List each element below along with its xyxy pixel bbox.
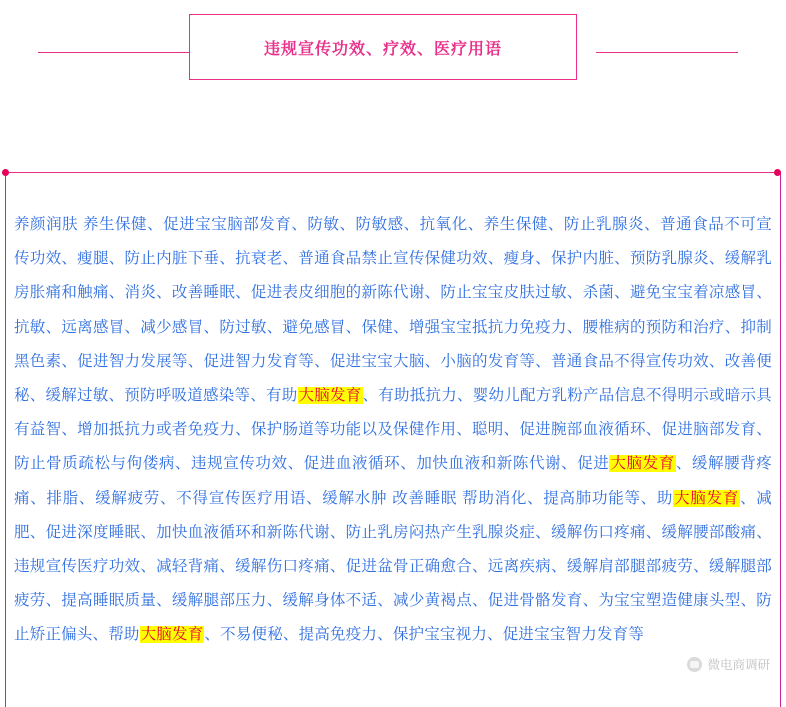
- document-body-text: [14, 208, 772, 653]
- text-run: 、有助抵抗力、婴幼儿配方乳粉产品信息不得明示或暗示具有益智、增加抵抗力或者免疫力、保护肠道等功能以及保健作用、聪明、促进腕部血液循环、促进脑部发育、防止骨质疏松与佝偻病、违规宣传功效、促进血液循环、加快血液和新陈代谢、促进: [14, 387, 772, 473]
- header-rule-right: [596, 52, 738, 53]
- watermark-logo-icon: [687, 657, 702, 672]
- header-banner: [0, 0, 786, 92]
- text-run: 养颜润肤 养生保健、促进宝宝脑部发育、防敏、防敏感、抗氧化、养生保健、防止乳腺炎、普通食品不可宣传功效、瘦腿、防止内脏下垂、抗衰老、普通食品禁止宣传保健功效、瘦身、保护内脏、预防乳腺炎、缓解乳房胀痛和触痛、消炎、改善睡眠、促进表皮细胞的新陈代谢、防止宝宝皮肤过敏、杀菌、避免宝宝着凉感冒、抗敏、远离感冒、减少感冒、防过敏、避免感冒、保健、增强宝宝抵抗力免疫力、腰椎病的预防和治疗、抑制黑色素、促进智力发展等、促进智力发育等、促进宝宝大脑、小脑的发育等、普通食品不得宣传功效、改善便秘、缓解过敏、预防呼吸道感染等、有助: [14, 216, 772, 405]
- title-box: [189, 14, 577, 80]
- watermark: [687, 655, 770, 673]
- highlighted-term: 大脑发育: [298, 387, 362, 405]
- highlighted-term: 大脑发育: [674, 489, 740, 507]
- selection-handle-top-right[interactable]: [774, 169, 781, 176]
- text-run: 、减肥、促进深度睡眠、加快血液循环和新陈代谢、防止乳房闷热产生乳腺炎症、缓解伤口疼痛、缓解腰部酸痛、违规宣传医疗功效、减轻背痛、缓解伤口疼痛、促进盆骨正确愈合、远离疾病、缓解肩部腿部疲劳、缓解腿部疲劳、提高睡眠质量、缓解腿部压力、缓解身体不适、减少黄褐点、促进骨骼发育、为宝宝塑造健康头型、防止矫正偏头、帮助: [14, 489, 772, 644]
- highlighted-term: 大脑发育: [610, 455, 675, 473]
- watermark-label: 微电商调研: [707, 658, 770, 672]
- text-run: 、不易便秘、提高免疫力、保护宝宝视力、促进宝宝智力发育等: [204, 626, 645, 644]
- page-title: 违规宣传功效、疗效、医疗用语: [263, 40, 502, 58]
- header-rule-left: [38, 52, 190, 53]
- highlighted-term: 大脑发育: [140, 626, 204, 644]
- text-run: 、缓解腰背疼痛、排脂、缓解疲劳、不得宣传医疗用语、缓解水肿 改善睡眠 帮助消化、提高肺功能等、助: [14, 455, 772, 507]
- selection-handle-top-left[interactable]: [2, 169, 9, 176]
